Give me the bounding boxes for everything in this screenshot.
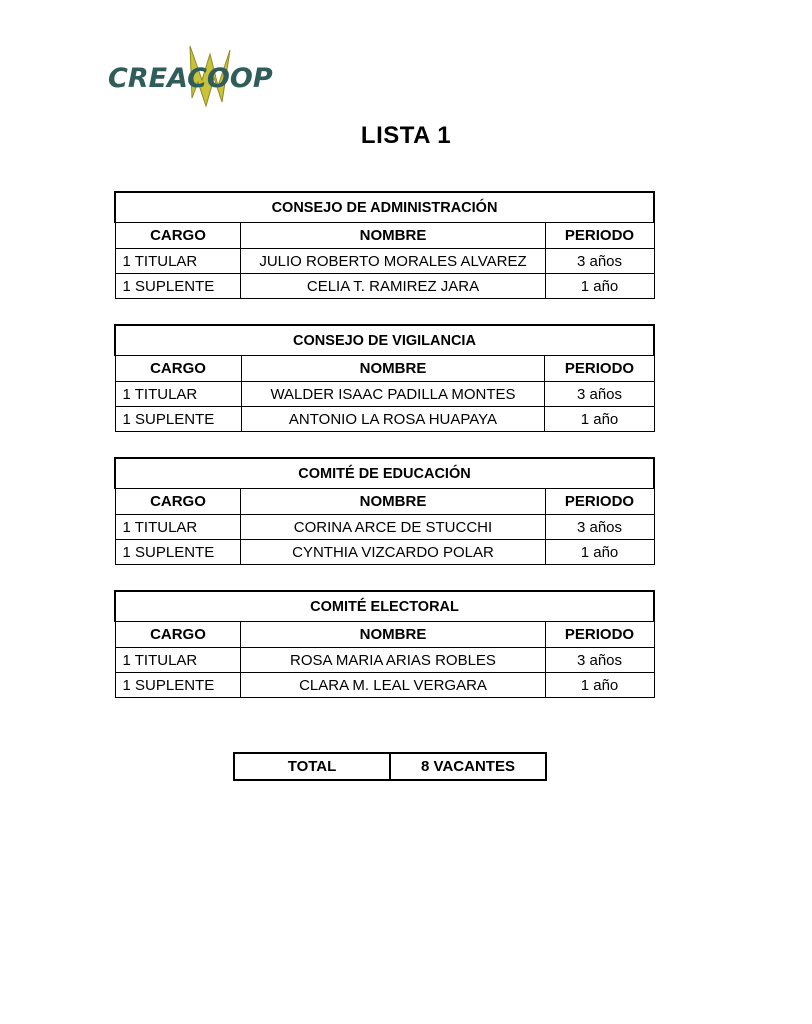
- header-nombre: NOMBRE: [241, 356, 545, 382]
- cell-cargo: 1 SUPLENTE: [115, 673, 241, 698]
- cell-nombre: ANTONIO LA ROSA HUAPAYA: [241, 407, 545, 432]
- cell-nombre: CYNTHIA VIZCARDO POLAR: [241, 540, 545, 565]
- header-cargo: CARGO: [115, 356, 241, 382]
- header-nombre: NOMBRE: [241, 489, 545, 515]
- header-row: [115, 356, 654, 382]
- section-table-electoral: [114, 590, 655, 698]
- table-row: [115, 274, 654, 299]
- header-cargo: CARGO: [115, 223, 241, 249]
- creacoop-logo: [106, 42, 273, 108]
- header-nombre: NOMBRE: [241, 622, 545, 648]
- table-row: [115, 249, 654, 274]
- cell-nombre: CLARA M. LEAL VERGARA: [241, 673, 545, 698]
- cell-periodo: 1 año: [545, 407, 654, 432]
- page-title: LISTA 1: [360, 122, 452, 149]
- table-row: [115, 673, 654, 698]
- cell-cargo: 1 SUPLENTE: [115, 540, 241, 565]
- section-title: CONSEJO DE ADMINISTRACIÓN: [115, 192, 654, 223]
- section-title: COMITÉ ELECTORAL: [115, 591, 654, 622]
- header-periodo: PERIODO: [545, 489, 654, 515]
- header-row: [115, 622, 654, 648]
- section-table-educacion: [114, 457, 655, 565]
- cell-periodo: 3 años: [545, 382, 654, 407]
- cell-cargo: 1 TITULAR: [115, 648, 241, 673]
- section-table-administracion: [114, 191, 655, 299]
- cell-periodo: 3 años: [545, 249, 654, 274]
- header-periodo: PERIODO: [545, 356, 654, 382]
- table-row: [115, 407, 654, 432]
- cell-cargo: 1 TITULAR: [115, 515, 241, 540]
- header-periodo: PERIODO: [545, 622, 654, 648]
- cell-periodo: 1 año: [545, 673, 654, 698]
- header-cargo: CARGO: [115, 489, 241, 515]
- cell-periodo: 3 años: [545, 648, 654, 673]
- table-row: [115, 515, 654, 540]
- table-row: [115, 648, 654, 673]
- section-title: COMITÉ DE EDUCACIÓN: [115, 458, 654, 489]
- table-row: [115, 540, 654, 565]
- section-title: CONSEJO DE VIGILANCIA: [115, 325, 654, 356]
- cell-nombre: ROSA MARIA ARIAS ROBLES: [241, 648, 545, 673]
- total-label: TOTAL: [234, 753, 390, 780]
- cell-cargo: 1 SUPLENTE: [115, 407, 241, 432]
- header-row: [115, 223, 654, 249]
- cell-periodo: 1 año: [545, 540, 654, 565]
- header-nombre: NOMBRE: [241, 223, 545, 249]
- header-row: [115, 489, 654, 515]
- cell-cargo: 1 TITULAR: [115, 382, 241, 407]
- header-cargo: CARGO: [115, 622, 241, 648]
- table-row: [115, 382, 654, 407]
- header-periodo: PERIODO: [545, 223, 654, 249]
- cell-nombre: CORINA ARCE DE STUCCHI: [241, 515, 545, 540]
- cell-cargo: 1 TITULAR: [115, 249, 241, 274]
- cell-nombre: WALDER ISAAC PADILLA MONTES: [241, 382, 545, 407]
- logo-wordmark: CREACOOP: [108, 63, 273, 94]
- total-value: 8 VACANTES: [390, 753, 546, 780]
- cell-cargo: 1 SUPLENTE: [115, 274, 241, 299]
- total-table: [233, 752, 547, 781]
- cell-nombre: CELIA T. RAMIREZ JARA: [241, 274, 545, 299]
- cell-periodo: 3 años: [545, 515, 654, 540]
- cell-nombre: JULIO ROBERTO MORALES ALVAREZ: [241, 249, 545, 274]
- section-table-vigilancia: [114, 324, 655, 432]
- cell-periodo: 1 año: [545, 274, 654, 299]
